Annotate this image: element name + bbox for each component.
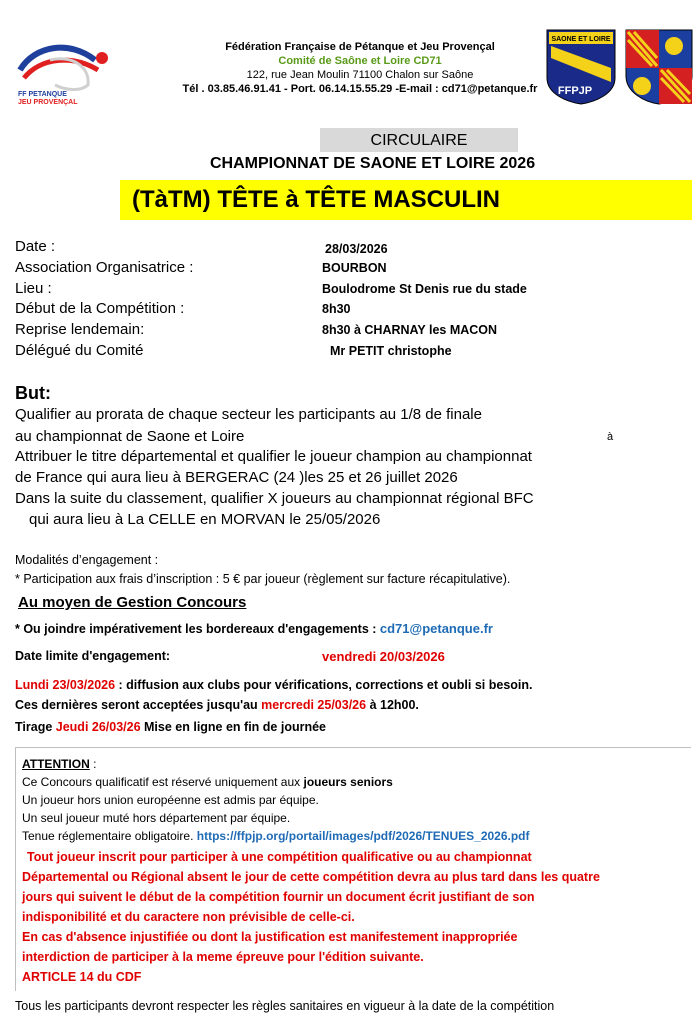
attention-line-4a: Tenue réglementaire obligatoire. xyxy=(22,829,197,843)
championnat-title: CHAMPIONNAT DE SAONE ET LOIRE 2026 xyxy=(210,155,536,172)
joindre-text: * Ou joindre impérativement les bordereaux d'engagements : xyxy=(15,622,377,636)
dernieres-acceptees xyxy=(15,698,419,712)
shield-bottom-text: FFPJP xyxy=(557,85,593,97)
date-limite-value: vendredi 20/03/2026 xyxy=(322,649,445,664)
but-line-4: de France qui aura lieu à BERGERAC (24 )les 25 et 26 juillet 2026 xyxy=(15,469,458,486)
ffpjp-logo xyxy=(10,30,130,108)
attention-red-6: interdiction de participer à la meme épreuve pour l'édition suivante. xyxy=(22,950,424,964)
date-limite-label: Date limite d'engagement: xyxy=(15,649,171,663)
but-line-2: au championnat de Saone et Loire xyxy=(15,428,245,445)
dernieres-date: mercredi 25/03/26 xyxy=(261,698,367,712)
lundi-date: Lundi 23/03/2026 xyxy=(15,678,116,692)
tenues-link[interactable]: https://ffpjp.org/portail/images/pdf/2026/TENUES_2026.pdf xyxy=(196,829,530,843)
header-comite: Comité de Saône et Loire CD71 xyxy=(278,55,442,67)
lundi-text: : diffusion aux clubs pour vérifications, corrections et oubli si besoin. xyxy=(115,678,533,692)
attention-red-2: Départemental ou Régional absent le jour de cette compétition devra au plus tard dans les quatre xyxy=(22,870,600,884)
dernieres-text-b: à 12h00. xyxy=(366,698,419,712)
attention-red-7: ARTICLE 14 du CDF xyxy=(22,970,142,984)
attention-line-3: Un seul joueur muté hors département par équipe. xyxy=(22,811,291,825)
ffpjp-logo-text1: FF PETANQUE xyxy=(18,91,67,98)
joindre-bordereaux xyxy=(15,621,493,636)
info-value-reprise: 8h30 à CHARNAY les MACON xyxy=(322,323,498,337)
tirage xyxy=(15,720,326,734)
attention-red-3: jours qui suivent le début de la compétition fournir un document écrit justifiant de son xyxy=(22,890,535,904)
but-line-6: qui aura lieu à La CELLE en MORVAN le 25/05/2026 xyxy=(29,511,381,528)
info-value-delegue: Mr PETIT christophe xyxy=(330,344,452,358)
attention-line-1b: joueurs seniors xyxy=(303,775,393,789)
but-title: But: xyxy=(15,383,51,403)
but-line-5: Dans la suite du classement, qualifier X joueurs au championnat régional BFC xyxy=(15,490,534,507)
header-contact: Tél . 03.85.46.91.41 - Port. 06.14.15.55.29 -E-mail : cd71@petanque.fr xyxy=(182,83,538,95)
info-value-date: 28/03/2026 xyxy=(325,242,388,256)
info-label-reprise: Reprise lendemain: xyxy=(15,321,145,338)
attention-red-4: indisponibilité et du caractere non prévisible de celle-ci. xyxy=(22,910,355,924)
header-address: 122, rue Jean Moulin 71100 Chalon sur Saône xyxy=(246,69,474,81)
attention-title xyxy=(22,756,96,773)
info-value-lieu: Boulodrome St Denis rue du stade xyxy=(322,282,527,296)
info-label-lieu: Lieu : xyxy=(15,280,52,297)
header xyxy=(150,40,570,96)
bourgogne-arms-logo xyxy=(624,28,694,106)
attention-line-1 xyxy=(22,774,393,791)
attention-red-5: En cas d'absence injustifiée ou dont la justification est manifestement inappropriée xyxy=(22,930,518,944)
footer-sanitaire: Tous les participants devront respecter les règles sanitaires en vigueur à la date de la compétition xyxy=(15,999,555,1013)
info-label-date: Date : xyxy=(15,238,56,255)
event-title: (TàTM) TÊTE à TÊTE MASCULIN xyxy=(120,180,692,220)
modalites-engagement: Modalités d’engagement : xyxy=(15,553,159,567)
email-link[interactable]: cd71@petanque.fr xyxy=(379,621,493,636)
header-federation: Fédération Française de Pétanque et Jeu Provençal xyxy=(225,41,495,53)
but-line-1: Qualifier au prorata de chaque secteur les participants au 1/8 de finale xyxy=(15,406,482,423)
gestion-concours: Au moyen de Gestion Concours xyxy=(18,594,247,611)
but-stray-char: à xyxy=(607,431,614,443)
ffpjp-logo-text2: JEU PROVENÇAL xyxy=(18,99,78,106)
attention-colon: : xyxy=(89,757,97,771)
info-value-association: BOURBON xyxy=(322,261,387,275)
shield-top-text: SAONE ET LOIRE xyxy=(551,36,611,43)
tirage-date: Jeudi 26/03/26 xyxy=(55,720,141,734)
attention-title-text: ATTENTION xyxy=(22,757,90,771)
tirage-text-a: Tirage xyxy=(15,720,56,734)
participation-frais: * Participation aux frais d’inscription : 5 € par joueur (règlement sur facture récapitulative). xyxy=(15,572,511,586)
lundi-diffusion xyxy=(15,678,533,692)
attention-line-2: Un joueur hors union européenne est admis par équipe. xyxy=(22,793,319,807)
attention-line-4 xyxy=(22,828,530,845)
info-label-delegue: Délégué du Comité xyxy=(15,342,144,359)
circulaire-label: CIRCULAIRE xyxy=(320,128,518,152)
tirage-text-b: Mise en ligne en fin de journée xyxy=(140,720,326,734)
but-line-3: Attribuer le titre départemental et qualifier le joueur champion au championnat xyxy=(15,448,532,465)
attention-line-1a: Ce Concours qualificatif est réservé uniquement aux xyxy=(22,775,304,789)
info-label-debut: Début de la Compétition : xyxy=(15,300,185,317)
saone-et-loire-shield-logo xyxy=(545,28,617,106)
dernieres-text-a: Ces dernières seront acceptées jusqu'au xyxy=(15,698,262,712)
info-value-debut: 8h30 xyxy=(322,302,351,316)
attention-red-1: Tout joueur inscrit pour participer à une compétition qualificative ou au championnat xyxy=(27,850,532,864)
info-label-association: Association Organisatrice : xyxy=(15,259,194,276)
